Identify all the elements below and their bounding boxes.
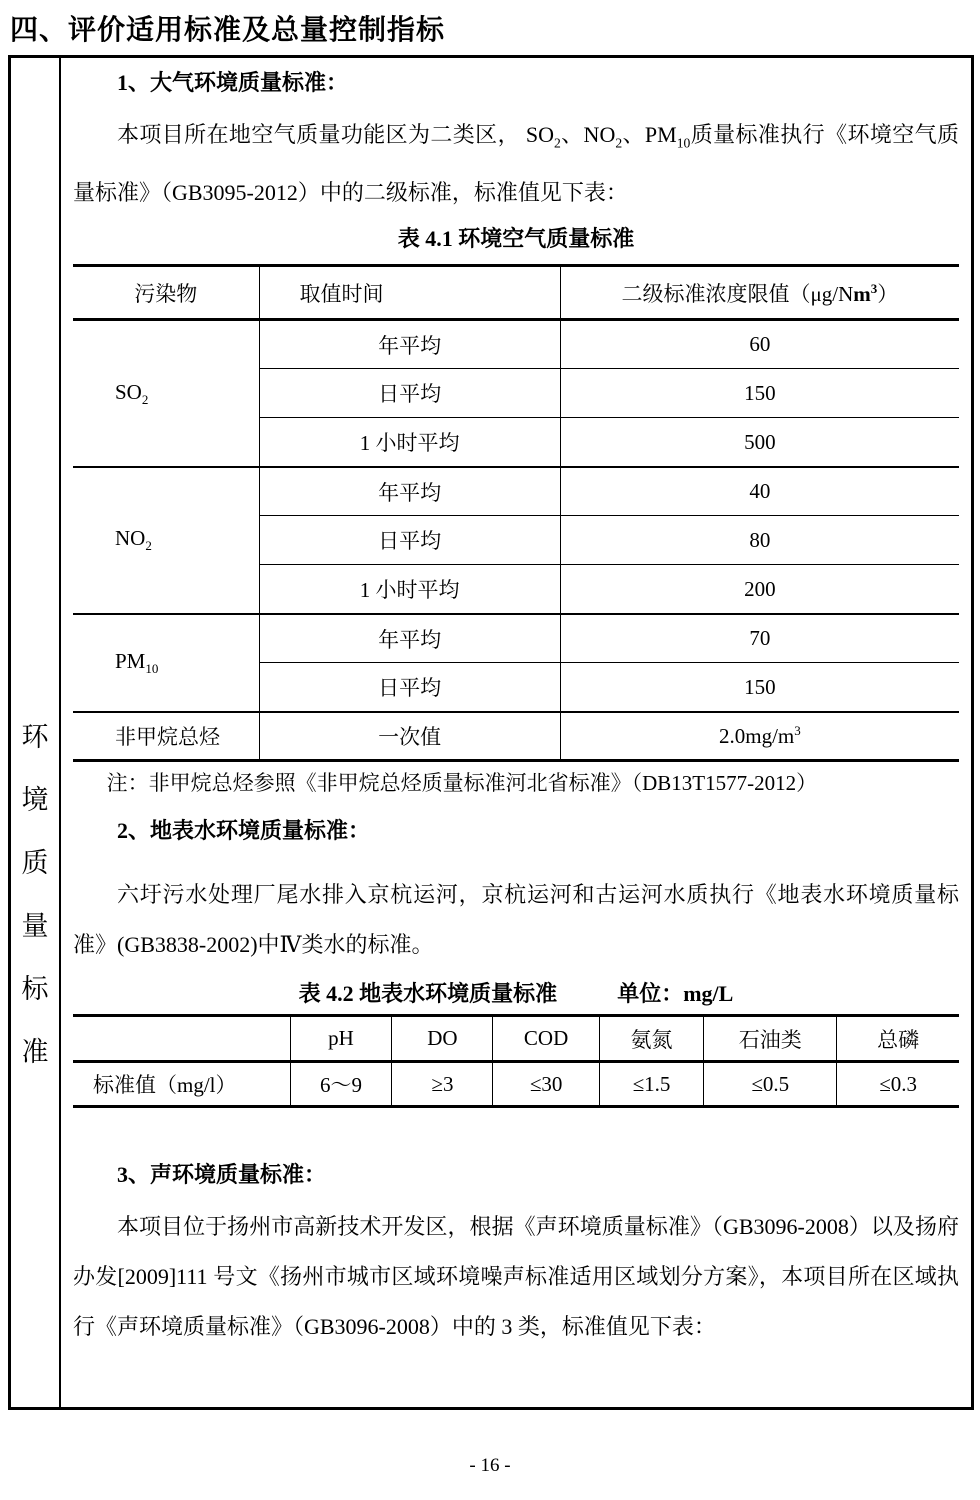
table-row xyxy=(73,712,959,761)
paragraph-text: 本项目所在地空气质量功能区为二类区， SO xyxy=(117,122,554,147)
value-cell: 80 xyxy=(560,516,959,565)
sidebar-category-column xyxy=(11,58,61,1407)
value-cell-cod: ≤30 xyxy=(493,1062,599,1107)
header-period: 取值时间 xyxy=(259,266,560,320)
header-limit-unit: m xyxy=(853,281,871,306)
pollutant-cell-so2 xyxy=(73,320,259,467)
period-cell: 日平均 xyxy=(259,516,560,565)
air-quality-paragraph xyxy=(73,110,959,218)
table-4-1-note: 注：非甲烷总烃参照《非甲烷总烃质量标准河北省标准》（DB13T1577-2012） xyxy=(106,771,818,796)
table-row xyxy=(73,467,959,516)
table-row xyxy=(73,614,959,663)
section-2-heading: 2、地表水环境质量标准： xyxy=(117,818,371,844)
value-text: 2.0mg/m xyxy=(719,724,795,749)
header-cod: COD xyxy=(493,1016,599,1062)
value-cell: 40 xyxy=(560,467,959,516)
header-pollutant: 污染物 xyxy=(73,266,259,320)
value-cell-ph: 6～9 xyxy=(290,1062,392,1107)
table-4-2-title: 表 4.2 地表水环境质量标准 xyxy=(298,981,558,1007)
table-4-2-title-row xyxy=(73,977,959,1011)
page-title: 四、评价适用标准及总量控制指标 xyxy=(10,14,446,45)
table-4-1-air-quality xyxy=(73,264,959,762)
sidebar-label-char: 质 xyxy=(21,848,49,878)
value-cell-ammonia: ≤1.5 xyxy=(599,1062,704,1107)
period-cell: 年平均 xyxy=(259,320,560,369)
subscript: 2 xyxy=(145,538,152,554)
noise-paragraph: 本项目位于扬州市高新技术开发区，根据《声环境质量标准》（GB3096-2008）以及扬府办发[2009]111 号文《扬州市城市区域环境噪声标准适用区域划分方案》，本项目所在区域执行《声环境质量标准》（GB3096-2008）中的 3 类，标准值见下表： xyxy=(73,1214,959,1340)
value-cell-petroleum: ≤0.5 xyxy=(704,1062,837,1107)
table-4-1-title: 表 4.1 环境空气质量标准 xyxy=(397,226,635,252)
sidebar-label-char: 量 xyxy=(21,911,49,941)
period-cell: 1 小时平均 xyxy=(259,418,560,467)
table-header-row xyxy=(73,266,959,320)
superscript: 3 xyxy=(794,723,801,739)
period-cell: 一次值 xyxy=(259,712,560,761)
value-cell: 500 xyxy=(560,418,959,467)
paragraph-text: 质量标准执行《环境空气质量标准》（GB3095-2012）中的二级标准，标准值见下表： xyxy=(73,122,959,206)
pollutant-cell-pm10 xyxy=(73,614,259,712)
table-row xyxy=(73,1062,959,1107)
sidebar-label-char: 标 xyxy=(21,974,49,1004)
header-ph: pH xyxy=(290,1016,392,1062)
subscript: 2 xyxy=(615,135,623,151)
header-limit xyxy=(560,266,959,320)
header-petroleum: 石油类 xyxy=(704,1016,837,1062)
value-cell-phosphorus: ≤0.3 xyxy=(837,1062,959,1107)
period-cell: 日平均 xyxy=(259,663,560,712)
page-number: - 16 - xyxy=(469,1455,511,1476)
period-cell: 1 小时平均 xyxy=(259,565,560,614)
value-cell xyxy=(560,712,959,761)
paragraph-text: 、NO xyxy=(560,122,616,147)
header-limit-text: 二级标准浓度限值（μg/N xyxy=(621,281,854,306)
value-cell: 60 xyxy=(560,320,959,369)
value-cell: 200 xyxy=(560,565,959,614)
table-4-1-header xyxy=(73,266,959,320)
main-content xyxy=(61,58,971,1407)
table-4-2-body xyxy=(73,1062,959,1107)
sidebar-label-char: 准 xyxy=(21,1037,49,1067)
pollutant-name: NO xyxy=(115,526,146,551)
value-cell: 70 xyxy=(560,614,959,663)
sidebar-label-char: 境 xyxy=(21,785,49,815)
period-cell: 年平均 xyxy=(259,614,560,663)
table-row xyxy=(73,320,959,369)
row-label: 标准值（mg/l） xyxy=(73,1062,290,1107)
surface-water-paragraph: 六圩污水处理厂尾水排入京杭运河，京杭运河和古运河水质执行《地表水环境质量标准》(GB3838-2002)中Ⅳ类水的标准。 xyxy=(73,882,959,958)
subscript: 10 xyxy=(676,135,691,151)
period-cell: 日平均 xyxy=(259,369,560,418)
subscript: 2 xyxy=(553,135,561,151)
value-cell: 150 xyxy=(560,369,959,418)
pollutant-cell-nmhc: 非甲烷总烃 xyxy=(73,712,259,761)
section-3-heading: 3、声环境质量标准： xyxy=(117,1162,327,1188)
table-4-1-body xyxy=(73,320,959,761)
subscript: 2 xyxy=(141,391,149,407)
table-4-2-surface-water xyxy=(73,1014,959,1108)
subscript: 10 xyxy=(145,660,159,676)
header-do: DO xyxy=(392,1016,493,1062)
table-header-row xyxy=(73,1016,959,1062)
pollutant-name: PM xyxy=(115,648,146,673)
header-empty xyxy=(73,1016,290,1062)
value-cell-do: ≥3 xyxy=(392,1062,493,1107)
value-cell: 150 xyxy=(560,663,959,712)
sidebar-vertical-label xyxy=(11,706,59,1084)
pollutant-cell-no2 xyxy=(73,467,259,614)
table-4-2-unit: 单位：mg/L xyxy=(617,981,734,1007)
sidebar-label-char: 环 xyxy=(21,722,49,752)
pollutant-name: SO xyxy=(115,379,142,404)
header-phosphorus: 总磷 xyxy=(837,1016,959,1062)
content-box xyxy=(8,55,974,1410)
section-1-heading: 1、大气环境质量标准： xyxy=(117,70,349,95)
superscript: 3 xyxy=(870,280,878,296)
paragraph-text: 、PM xyxy=(622,122,677,147)
header-limit-close: ） xyxy=(877,281,899,306)
table-4-2-header xyxy=(73,1016,959,1062)
period-cell: 年平均 xyxy=(259,467,560,516)
header-ammonia: 氨氮 xyxy=(599,1016,704,1062)
